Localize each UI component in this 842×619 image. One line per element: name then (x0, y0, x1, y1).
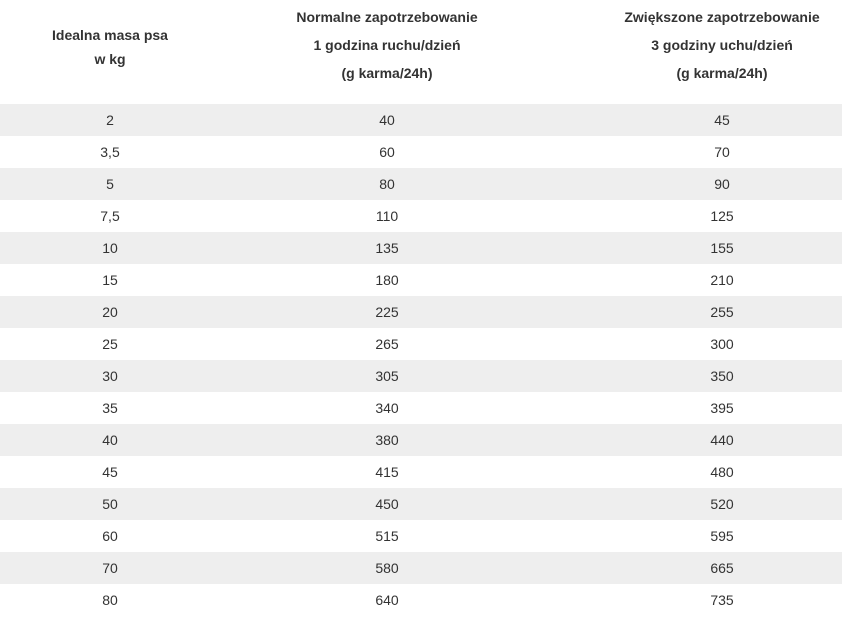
table-row (0, 200, 842, 232)
cell-ideal-mass: 7,5 (100, 208, 120, 224)
table-row (0, 328, 842, 360)
cell-normal-demand: 380 (375, 432, 399, 448)
cell-normal-demand: 515 (375, 528, 399, 544)
cell-ideal-mass: 70 (102, 560, 118, 576)
table-body (0, 104, 842, 618)
cell-increased-demand: 395 (710, 400, 734, 416)
cell-normal-demand: 450 (375, 496, 399, 512)
cell-ideal-mass: 60 (102, 528, 118, 544)
table-row (0, 136, 842, 168)
cell-increased-demand: 665 (710, 560, 734, 576)
table-row (0, 584, 842, 618)
table-row (0, 488, 842, 520)
cell-increased-demand: 210 (710, 272, 734, 288)
table-row (0, 392, 842, 424)
header-increased-demand-line-2: 3 godziny uchu/dzień (651, 37, 793, 53)
cell-normal-demand: 110 (375, 208, 399, 224)
cell-ideal-mass: 40 (102, 432, 118, 448)
cell-increased-demand: 300 (710, 336, 734, 352)
cell-ideal-mass: 3,5 (100, 144, 120, 160)
cell-increased-demand: 70 (714, 144, 730, 160)
table-row (0, 552, 842, 584)
cell-increased-demand: 350 (710, 368, 734, 384)
cell-ideal-mass: 5 (106, 176, 114, 192)
cell-normal-demand: 580 (375, 560, 399, 576)
cell-normal-demand: 305 (375, 368, 399, 384)
cell-increased-demand: 595 (710, 528, 734, 544)
table-row (0, 296, 842, 328)
header-ideal-mass-line-2: w kg (94, 51, 126, 67)
cell-normal-demand: 265 (375, 336, 399, 352)
header-increased-demand (587, 0, 842, 87)
cell-increased-demand: 125 (710, 208, 734, 224)
cell-increased-demand: 735 (710, 592, 734, 608)
cell-ideal-mass: 25 (102, 336, 118, 352)
table-row (0, 104, 842, 136)
cell-normal-demand: 40 (379, 112, 395, 128)
header-normal-demand-line-3: (g karma/24h) (341, 65, 433, 81)
cell-ideal-mass: 20 (102, 304, 118, 320)
header-ideal-mass (20, 0, 200, 71)
cell-increased-demand: 480 (710, 464, 734, 480)
cell-increased-demand: 45 (714, 112, 730, 128)
cell-ideal-mass: 45 (102, 464, 118, 480)
cell-ideal-mass: 50 (102, 496, 118, 512)
cell-normal-demand: 60 (379, 144, 395, 160)
cell-ideal-mass: 10 (102, 240, 118, 256)
table-row (0, 424, 842, 456)
cell-increased-demand: 255 (710, 304, 734, 320)
cell-ideal-mass: 35 (102, 400, 118, 416)
cell-increased-demand: 90 (714, 176, 730, 192)
table-row (0, 264, 842, 296)
cell-ideal-mass: 80 (102, 592, 118, 608)
header-ideal-mass-line-1: Idealna masa psa (52, 27, 168, 43)
header-normal-demand-line-2: 1 godzina ruchu/dzień (313, 37, 461, 53)
cell-normal-demand: 135 (375, 240, 399, 256)
cell-increased-demand: 520 (710, 496, 734, 512)
cell-normal-demand: 180 (375, 272, 399, 288)
header-normal-demand (252, 0, 522, 87)
cell-normal-demand: 415 (375, 464, 399, 480)
cell-normal-demand: 340 (375, 400, 399, 416)
table-row (0, 520, 842, 552)
cell-increased-demand: 440 (710, 432, 734, 448)
table-row (0, 456, 842, 488)
cell-ideal-mass: 30 (102, 368, 118, 384)
header-normal-demand-line-1: Normalne zapotrzebowanie (296, 9, 478, 25)
table-header-row (0, 0, 842, 104)
table-row (0, 168, 842, 200)
header-increased-demand-line-3: (g karma/24h) (676, 65, 768, 81)
header-increased-demand-line-1: Zwiększone zapotrzebowanie (624, 9, 820, 25)
cell-ideal-mass: 2 (106, 112, 114, 128)
table-row (0, 232, 842, 264)
cell-normal-demand: 225 (375, 304, 399, 320)
cell-normal-demand: 640 (375, 592, 399, 608)
cell-increased-demand: 155 (710, 240, 734, 256)
table-row (0, 360, 842, 392)
cell-normal-demand: 80 (379, 176, 395, 192)
cell-ideal-mass: 15 (102, 272, 118, 288)
